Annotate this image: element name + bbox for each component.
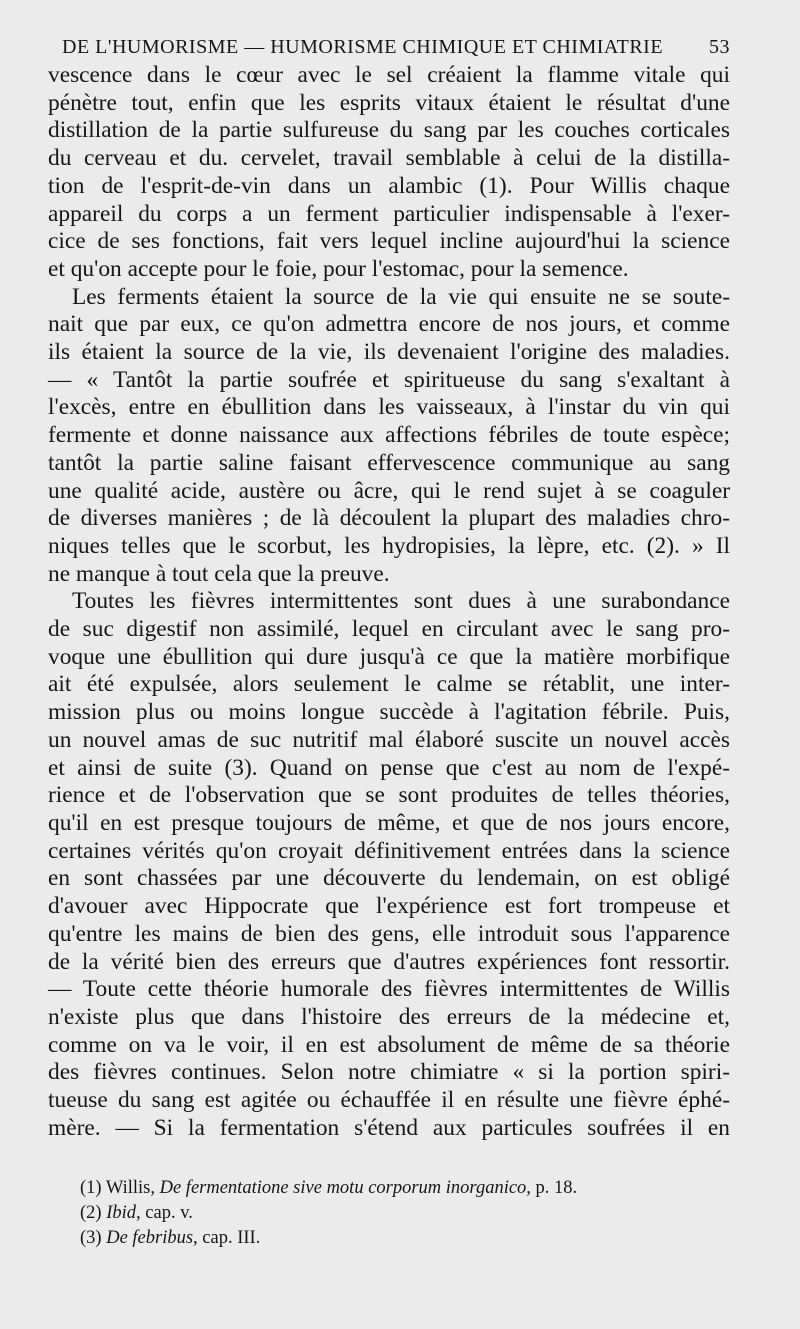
footnote-title: De febribus,	[106, 1228, 198, 1249]
running-head	[62, 34, 730, 60]
text-line: nait que par eux, ce qu'on admettra encore de nos jours, et comme	[48, 311, 730, 338]
footnote	[80, 1176, 730, 1201]
footnote-author: Willis,	[105, 1178, 155, 1199]
text-line: — « Tantôt la partie soufrée et spiritueuse du sang s'exaltant à	[48, 366, 730, 393]
text-line: niques telles que le scorbut, les hydropisies, la lèpre, etc. (2). » Il	[48, 532, 730, 559]
footnote-title: De fermentatione sive motu corporum inorganico,	[159, 1178, 531, 1199]
text-line: comme on va le voir, il en est absolument de même de sa théorie	[48, 1031, 730, 1058]
text-line: de suc digestif non assimilé, lequel en circulant avec le sang pro-	[48, 616, 730, 643]
text-line: tion de l'esprit-de-vin dans un alambic (1). Pour Willis chaque	[48, 172, 730, 199]
footnote-mark: (3)	[80, 1228, 107, 1249]
text-line: de diverses manières ; de là découlent la plupart des maladies chro-	[48, 505, 730, 532]
text-line: — Toute cette théorie humorale des fièvres intermittentes de Willis	[48, 976, 730, 1003]
text-line: et qu'on accepte pour le foie, pour l'estomac, pour la semence.	[48, 255, 629, 282]
text-line: ils étaient la source de la vie, ils devenaient l'origine des maladies.	[48, 339, 730, 366]
paragraph	[48, 284, 730, 589]
text-line: en sont chassées par une découverte du lendemain, on est obligé	[48, 865, 730, 892]
body-text	[48, 62, 730, 1142]
text-line: n'existe plus que dans l'histoire des erreurs de la médecine et,	[48, 1003, 730, 1030]
footnote-reference: cap. v.	[145, 1203, 193, 1224]
text-line: un nouvel amas de suc nutritif mal élaboré suscite un nouvel accès	[48, 726, 730, 753]
text-line: Toutes les fièvres intermittentes sont dues à une surabondance	[72, 588, 730, 615]
text-line: ne manque à tout cela que la preuve.	[48, 560, 390, 587]
footnote	[80, 1201, 730, 1226]
text-line: l'excès, entre en ébullition dans les vaisseaux, à l'instar du vin qui	[48, 394, 730, 421]
text-line: tueuse du sang est agitée ou échauffée il en résulte une fièvre éphé-	[48, 1087, 730, 1114]
text-line: pénètre tout, enfin que les esprits vitaux étaient le résultat d'une	[48, 89, 730, 116]
text-line: mère. — Si la fermentation s'étend aux particules soufrées il en	[48, 1114, 730, 1141]
footnote	[80, 1226, 730, 1251]
text-line: rience et de l'observation que se sont produites de telles théories,	[48, 782, 730, 809]
text-line: de la vérité bien des erreurs que d'autres expériences font ressortir.	[48, 948, 730, 975]
running-head-title: DE L'HUMORISME — HUMORISME CHIMIQUE ET CHIMIATRIE	[62, 36, 664, 58]
text-line: une qualité acide, austère ou âcre, qui le rend sujet à se coaguler	[48, 477, 730, 504]
text-line: tantôt la partie saline faisant effervescence communique au sang	[48, 449, 730, 476]
text-line: des fièvres continues. Selon notre chimiatre « si la portion spiri-	[48, 1059, 730, 1086]
text-line: ait été expulsée, alors seulement le calme se rétablit, une inter-	[48, 671, 730, 698]
footnotes	[48, 1176, 730, 1251]
text-line: et ainsi de suite (3). Quand on pense que c'est au nom de l'expé-	[48, 754, 730, 781]
footnote-mark: (2)	[80, 1203, 107, 1224]
text-line: distillation de la partie sulfureuse du sang par les couches corticales	[48, 117, 730, 144]
text-line: vescence dans le cœur avec le sel créaient la flamme vitale qui	[48, 62, 730, 88]
text-line: Les ferments étaient la source de la vie qui ensuite ne se soute-	[72, 283, 730, 310]
paragraph	[48, 62, 730, 284]
page-number: 53	[709, 36, 730, 58]
text-line: cice de ses fonctions, fait vers lequel incline aujourd'hui la science	[48, 228, 730, 255]
text-line: fermente et donne naissance aux affections fébriles de toute espèce;	[48, 422, 730, 449]
footnote-reference: p. 18.	[535, 1178, 578, 1199]
text-line: qu'il en est presque toujours de même, et que de nos jours encore,	[48, 809, 730, 836]
text-line: d'avouer avec Hippocrate que l'expérience est fort trompeuse et	[48, 893, 730, 920]
text-line: certaines vérités qu'on croyait définitivement entrées dans la science	[48, 837, 730, 864]
footnote-reference: cap. III.	[202, 1228, 261, 1249]
paragraph	[48, 588, 730, 1142]
text-line: mission plus ou moins longue succède à l'agitation fébrile. Puis,	[48, 699, 730, 726]
text-line: qu'entre les mains de bien des gens, elle introduit sous l'apparence	[48, 920, 730, 947]
text-line: appareil du corps a un ferment particulier indispensable à l'exer-	[48, 200, 730, 227]
footnote-title: Ibid,	[106, 1203, 141, 1224]
text-line: voque une ébullition qui dure jusqu'à ce que la matière morbifique	[48, 643, 730, 670]
text-line: du cerveau et du. cervelet, travail semblable à celui de la distilla-	[48, 145, 730, 172]
footnote-mark: (1)	[80, 1178, 106, 1199]
